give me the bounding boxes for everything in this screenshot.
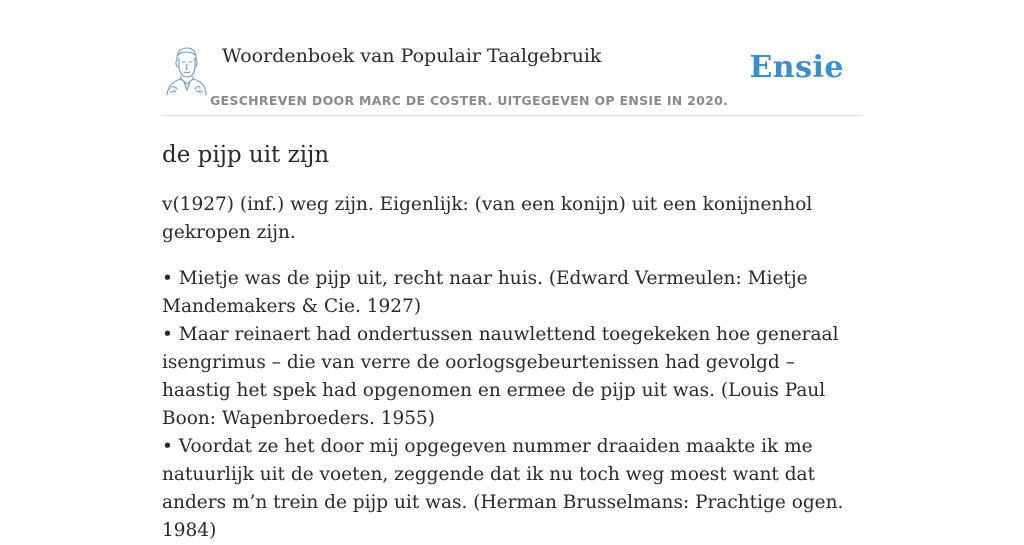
entry-title: de pijp uit zijn <box>162 142 330 168</box>
entry-definition: v(1927) (inf.) weg zijn. Eigenlijk: (van een konijn) uit een konijnenhol gekropen zijn. <box>162 194 813 243</box>
example-item: • Mietje was de pijp uit, recht naar huis. (Edward Vermeulen: Mietje Mandemakers & Cie. 1927) <box>162 268 808 317</box>
page-header <box>162 0 862 116</box>
ensie-logo-link[interactable]: Ensie <box>749 50 844 85</box>
example-list <box>162 265 862 545</box>
author-portrait-icon <box>164 46 208 96</box>
example-item: • Maar reinaert had ondertussen nauwlettend toegekeken hoe generaal isengrimus – die van verre de oorlogsgebeurtenissen had gevolgd – haastig het spek had opgenomen en ermee de pijp uit was. (Louis Paul Boon: Wapenbroeders. 1955) <box>162 324 839 429</box>
book-byline: GESCHREVEN DOOR MARC DE COSTER. UITGEGEVEN OP ENSIE IN 2020. <box>210 93 729 108</box>
example-item: • Voordat ze het door mij opgegeven nummer draaiden maakte ik me natuurlijk uit de voeten, zeggende dat ik nu toch weg moest want dat anders m’n trein de pijp uit was. (Herman Brusselmans: Prachtige ogen. 1984) <box>162 436 844 541</box>
entry-content <box>162 138 862 545</box>
book-title[interactable]: Woordenboek van Populair Taalgebruik <box>222 45 602 67</box>
